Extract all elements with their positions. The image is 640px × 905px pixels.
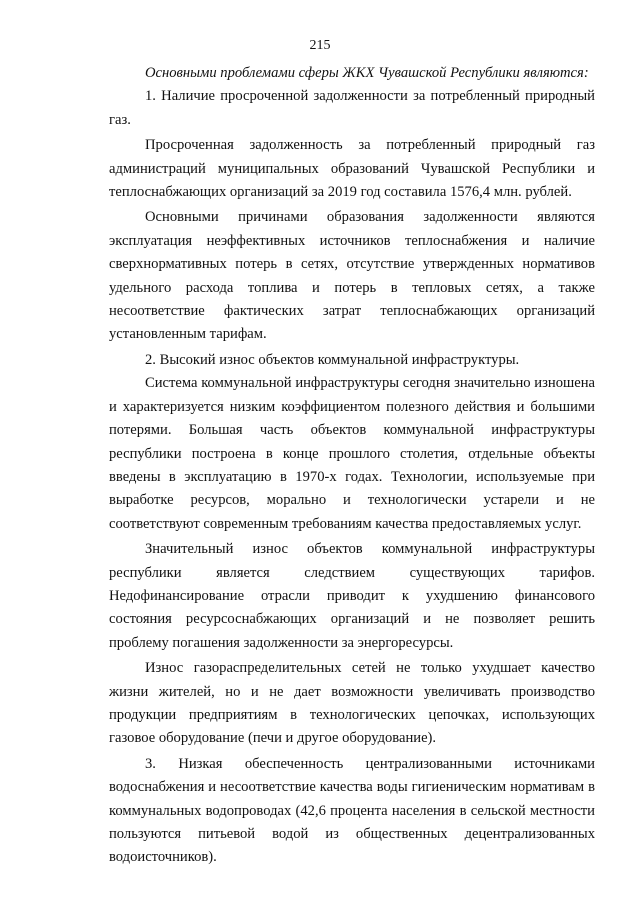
document-body	[109, 62, 595, 870]
paragraph: Износ газораспределительных сетей не только ухудшает качество жизни жителей, но и не дает возможности увеличивать производство продукции предприятиям в технологических цепочках, использующих газовое оборудование (печи и другое оборудование).	[109, 660, 595, 747]
list-item-problem-2: 2. Высокий износ объектов коммунальной инфраструктуры.	[145, 351, 520, 368]
page-number: 215	[309, 38, 331, 53]
section-heading: Основными проблемами сферы ЖКХ Чувашской Республики являются:	[145, 65, 589, 81]
list-item-problem-3: 3. Низкая обеспеченность централизованными источниками водоснабжения и несоответствие качества воды гигиеническим нормативам в коммунальных водопроводах (42,6 процента населения в сельской местности пользуются питьевой водой из общественных децентрализованных водоисточников).	[109, 755, 595, 866]
list-item-problem-1: 1. Наличие просроченной задолженности за потребленный природный газ.	[109, 88, 595, 128]
paragraph: Система коммунальной инфраструктуры сегодня значительно изношена и характеризуется низким коэффициентом полезного действия и большими потерями. Большая часть объектов коммунальной инфраструктуры республики построена в конце прошлого столетия, отдельные объекты введены в эксплуатацию в 1970-х годах. Технологии, используемые при выработке ресурсов, морально и технологически устарели и не соответствуют современным требованиям качества предоставляемых услуг.	[109, 375, 595, 532]
paragraph: Значительный износ объектов коммунальной инфраструктуры республики является следствием существующих тарифов. Недофинансирование отрасли приводит к ухудшению финансового состояния ресурсоснабжающих организаций и не позволяет решить проблему погашения задолженности за энергоресурсы.	[109, 541, 595, 651]
paragraph: Просроченная задолженность за потребленный природный газ администраций муниципальных образований Чувашской Республики и теплоснабжающих организаций за 2019 год составила 1576,4 млн. рублей.	[109, 137, 595, 201]
paragraph: Основными причинами образования задолженности являются эксплуатация неэффективных источников теплоснабжения и наличие сверхнормативных потерь в сетях, отсутствие утвержденных нормативов удельного расхода топлива и потерь в тепловых сетях, а также несоответствие фактических затрат теплоснабжающих организаций установленным тарифам.	[109, 209, 595, 343]
